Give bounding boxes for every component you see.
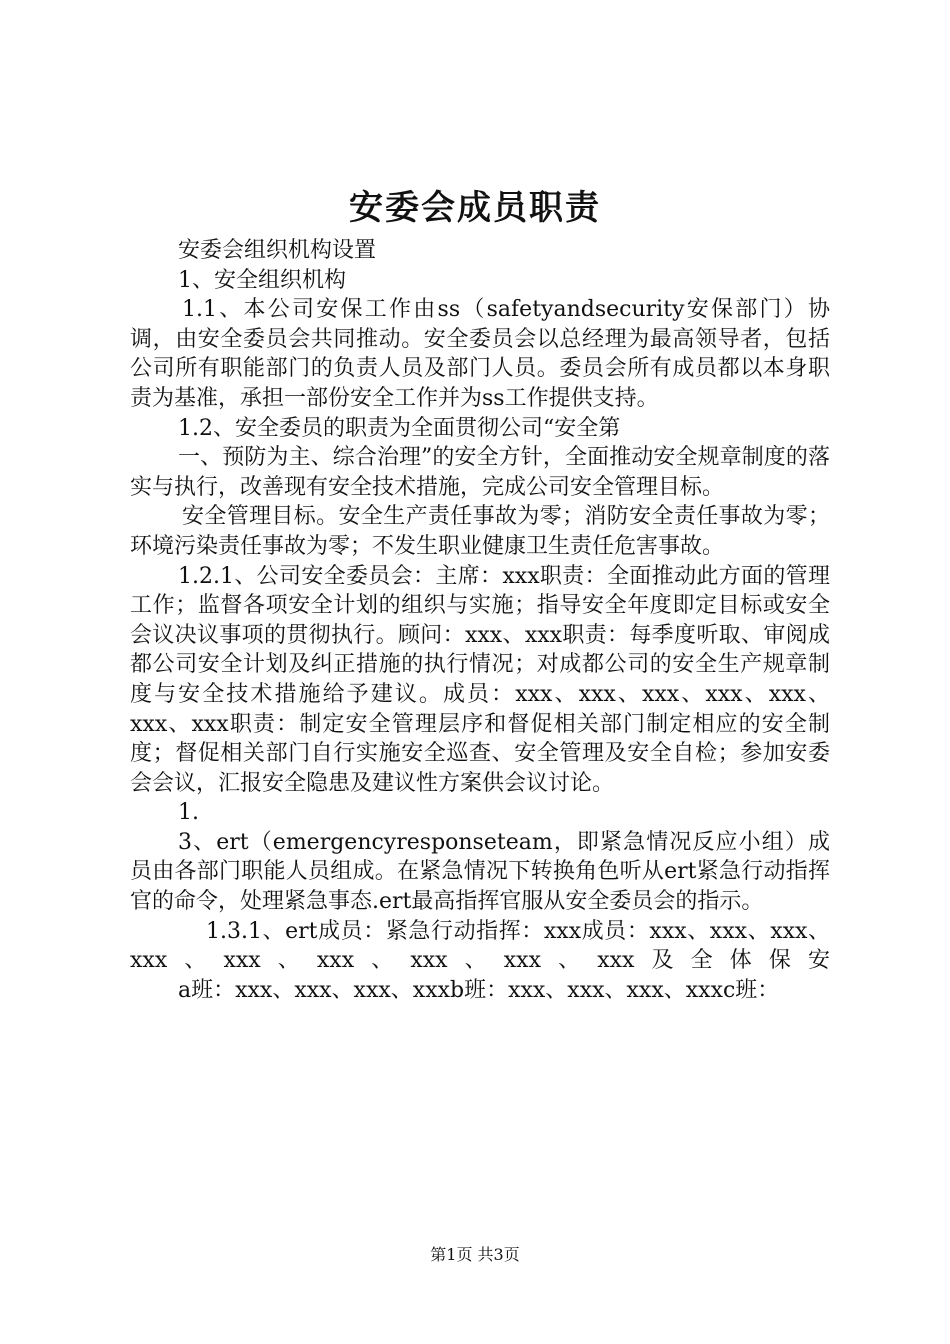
paragraph: 1.3.1、ert成员：紧急行动指挥：xxx成员：xxx、xxx、xxx、xxx、xxx、xxx、xxx、xxx、xxx及全体保安 (130, 918, 830, 974)
paragraph: 1.2、安全委员的职责为全面贯彻公司“安全第 (178, 415, 621, 441)
paragraph: 1、安全组织机构 (178, 267, 346, 293)
paragraph: 安全管理目标。安全生产责任事故为零；消防安全责任事故为零；环境污染责任事故为零；不发生职业健康卫生责任危害事故。 (130, 504, 830, 559)
paragraph: 3、ert（emergencyresponseteam，即紧急情况反应小组）成员由各部门职能人员组成。在紧急情况下转换角色听从ert紧急行动指挥官的命令，处理紧急事态.ert最高指挥官服从安全委员会的指示。 (130, 829, 830, 915)
paragraph: 1. (178, 800, 199, 826)
paragraph: 安委会组织机构设置 (178, 238, 377, 263)
paragraph: 1.1、本公司安保工作由ss（safetyandsecurity安保部门）协调，由安全委员会共同推动。安全委员会以总经理为最高领导者，包括公司所有职能部门的负责人员及部门人员。委员会所有成员都以本身职责为基准，承担一部份安全工作并为ss工作提供支持。 (130, 297, 830, 411)
page-number: 第1页 共3页 (430, 1245, 520, 1264)
paragraph: a班：xxx、xxx、xxx、xxxb班：xxx、xxx、xxx、xxxc班： (178, 977, 780, 1003)
document-body (130, 236, 830, 1005)
paragraph: 1.2.1、公司安全委员会：主席：xxx职责：全面推动此方面的管理工作；监督各项安全计划的组织与实施；指导安全年度即定目标或安全会议决议事项的贯彻执行。顾问：xxx、xxx职责：每季度听取、审阅成都公司安全计划及纠正措施的执行情况；对成都公司的安全生产规章制度与安全技术措施给予建议。成员：xxx、xxx、xxx、xxx、xxx、xxx、xxx职责：制定安全管理层序和督促相关部门制定相应的安全制度；督促相关部门自行实施安全巡查、安全管理及安全自检；参加安委会会议，汇报安全隐患及建议性方案供会议讨论。 (130, 563, 830, 796)
paragraph: 一、预防为主、综合治理”的安全方针，全面推动安全规章制度的落实与执行，改善现有安全技术措施，完成公司安全管理目标。 (130, 445, 830, 500)
document-title: 安委会成员职责 (349, 188, 601, 228)
